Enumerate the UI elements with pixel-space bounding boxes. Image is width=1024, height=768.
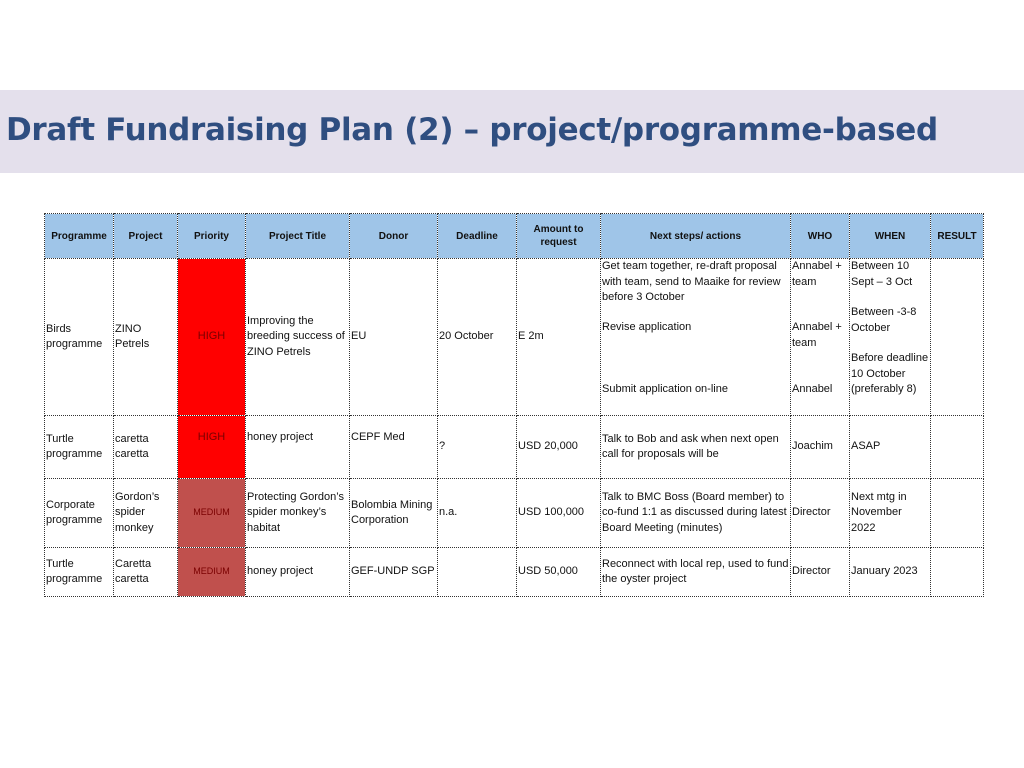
table-row (45, 416, 984, 479)
header-priority: Priority (178, 214, 246, 259)
cell-result (931, 479, 984, 548)
header-row (45, 214, 984, 259)
cell-programme: Birds programme (45, 259, 114, 416)
next-step-1: Get team together, re-draft proposal with team, send to Maaike for review before 3 October (602, 260, 781, 303)
cell-deadline: n.a. (438, 479, 517, 548)
cell-next-steps: Talk to Bob and ask when next open call for proposals will be (601, 416, 791, 479)
priority-badge: MEDIUM (178, 548, 246, 597)
cell-who: Joachim (791, 416, 850, 479)
cell-next-steps: Talk to BMC Boss (Board member) to co-fund 1:1 as discussed during latest Board Meeting (minutes) (601, 479, 791, 548)
cell-donor: GEF-UNDP SGP (350, 548, 438, 597)
when-3: Before deadline 10 October (preferably 8) (851, 352, 929, 395)
cell-who (791, 259, 850, 416)
cell-next-steps: Reconnect with local rep, used to fund the oyster project (601, 548, 791, 597)
cell-amount: E 2m (517, 259, 601, 416)
header-programme: Programme (45, 214, 114, 259)
who-2: Annabel + team (792, 321, 842, 349)
priority-badge: HIGH (178, 416, 246, 479)
who-1: Annabel + team (792, 260, 842, 288)
cell-result (931, 416, 984, 479)
cell-project-title: honey project (246, 548, 350, 597)
cell-donor: CEPF Med (350, 416, 438, 479)
cell-project: Gordon’s spider monkey (114, 479, 178, 548)
fundraising-table (44, 213, 984, 597)
cell-programme: Turtle programme (45, 416, 114, 479)
when-2: Between -3-8 October (851, 306, 917, 334)
header-next-steps: Next steps/ actions (601, 214, 791, 259)
cell-project: ZINO Petrels (114, 259, 178, 416)
when-1: Between 10 Sept – 3 Oct (851, 260, 913, 288)
cell-donor: EU (350, 259, 438, 416)
header-deadline: Deadline (438, 214, 517, 259)
cell-project-title: Improving the breeding success of ZINO Petrels (246, 259, 350, 416)
cell-when: January 2023 (850, 548, 931, 597)
header-result: RESULT (931, 214, 984, 259)
header-donor: Donor (350, 214, 438, 259)
who-3: Annabel (792, 383, 833, 395)
cell-result (931, 259, 984, 416)
cell-amount: USD 100,000 (517, 479, 601, 548)
header-project-title: Project Title (246, 214, 350, 259)
cell-who: Director (791, 479, 850, 548)
cell-deadline: ? (438, 416, 517, 479)
next-step-3: Submit application on-line (602, 383, 728, 395)
table-row (45, 479, 984, 548)
table-row (45, 548, 984, 597)
cell-project-title: Protecting Gordon’s spider monkey’s habitat (246, 479, 350, 548)
priority-badge: MEDIUM (178, 479, 246, 548)
cell-programme: Turtle programme (45, 548, 114, 597)
priority-badge: HIGH (178, 259, 246, 416)
header-who: WHO (791, 214, 850, 259)
cell-project: Caretta caretta (114, 548, 178, 597)
cell-amount: USD 50,000 (517, 548, 601, 597)
cell-next-steps (601, 259, 791, 416)
header-project: Project (114, 214, 178, 259)
cell-when: Next mtg in November 2022 (850, 479, 931, 548)
cell-project-title: honey project (246, 416, 350, 479)
cell-programme: Corporate programme (45, 479, 114, 548)
cell-when: ASAP (850, 416, 931, 479)
cell-when (850, 259, 931, 416)
cell-deadline (438, 548, 517, 597)
cell-project: caretta caretta (114, 416, 178, 479)
cell-donor: Bolombia Mining Corporation (350, 479, 438, 548)
cell-deadline: 20 October (438, 259, 517, 416)
cell-amount: USD 20,000 (517, 416, 601, 479)
header-when: WHEN (850, 214, 931, 259)
cell-who: Director (791, 548, 850, 597)
header-amount: Amount to request (517, 214, 601, 259)
cell-result (931, 548, 984, 597)
next-step-2: Revise application (602, 321, 692, 333)
table-row (45, 259, 984, 416)
slide-title: Draft Fundraising Plan (2) – project/programme-based (6, 112, 938, 148)
